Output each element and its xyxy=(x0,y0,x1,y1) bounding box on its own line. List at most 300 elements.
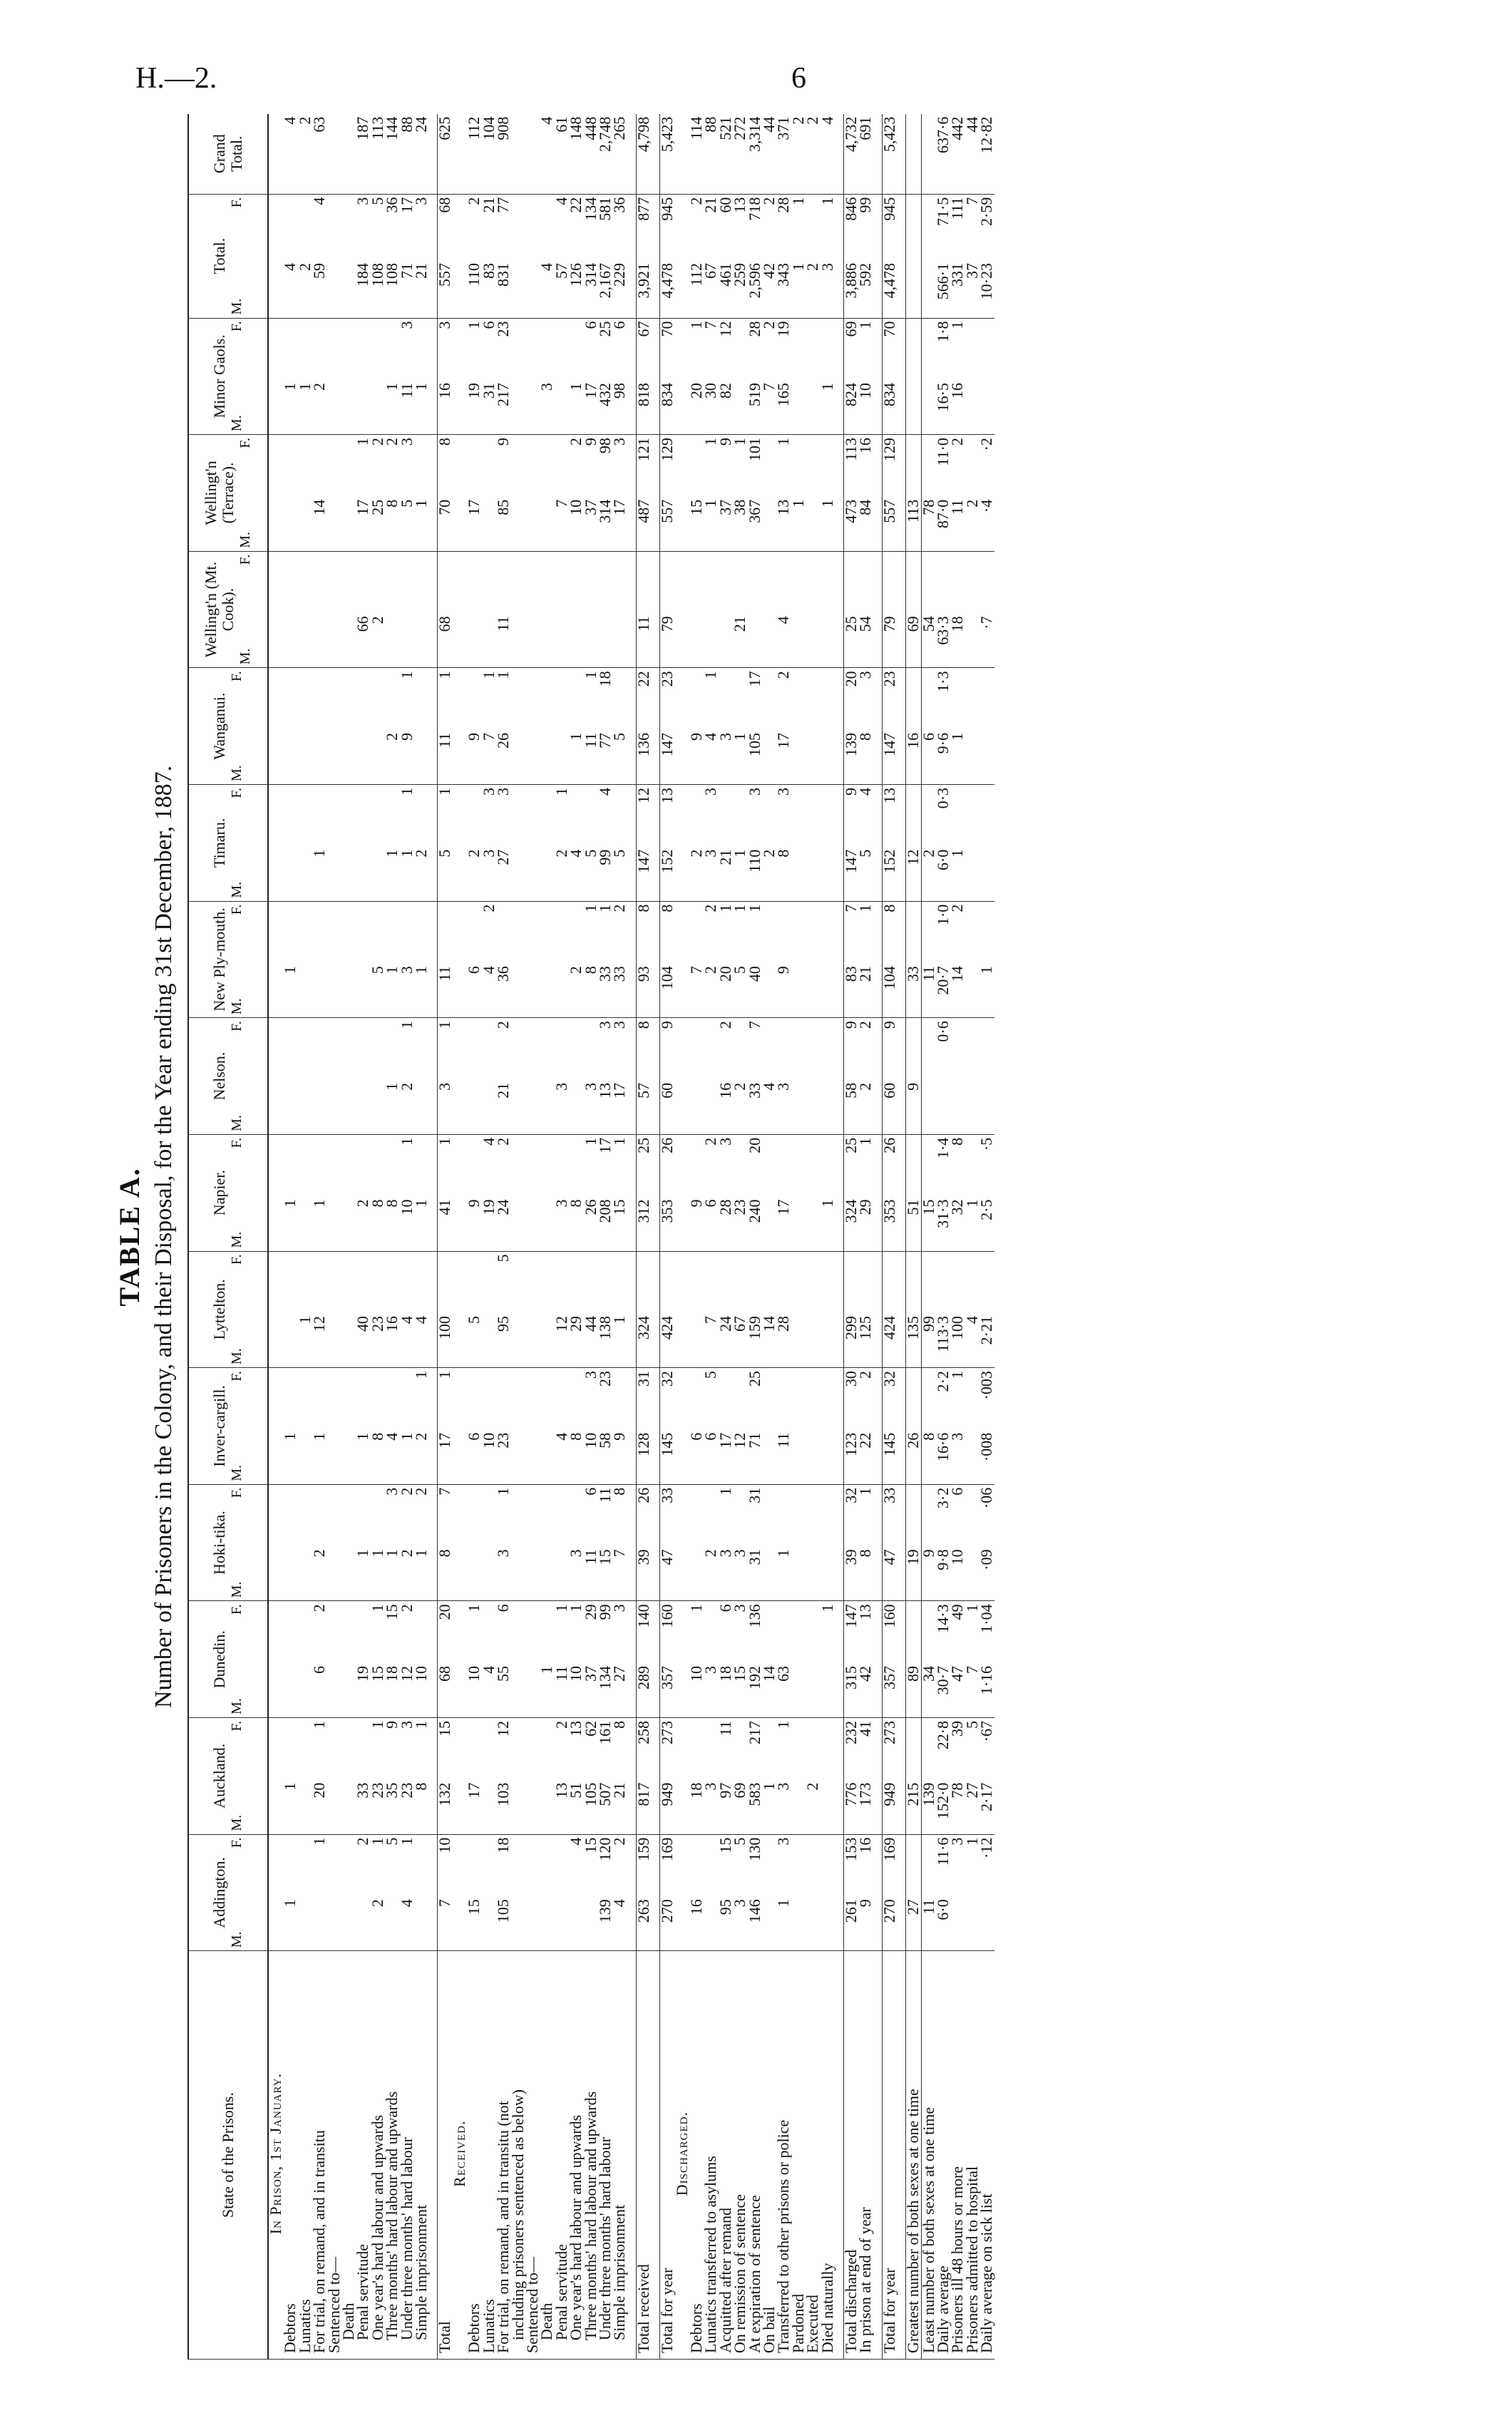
data-cell xyxy=(788,194,807,318)
female-value: 3 xyxy=(397,1721,416,1729)
data-cell xyxy=(745,1251,763,1368)
data-cell xyxy=(716,1251,734,1368)
data-cell xyxy=(412,1368,431,1485)
male-value: 10 xyxy=(567,1666,585,1682)
male-value: 776 xyxy=(842,1782,860,1806)
grand-total-cell: 637·6 xyxy=(936,114,950,195)
female-value: 60 xyxy=(716,197,734,213)
data-cell xyxy=(906,318,921,435)
grand-total-cell: 88 xyxy=(704,114,718,195)
row-label: Debtors xyxy=(467,1951,481,2360)
data-cell xyxy=(906,1134,921,1251)
grand-total-cell: 113 xyxy=(371,114,385,195)
data-cell xyxy=(689,1484,704,1601)
male-value: 32 xyxy=(948,1199,967,1215)
male-value: 8 xyxy=(436,1549,454,1558)
female-value: 2 xyxy=(610,904,629,912)
female-value: 2 xyxy=(310,1604,329,1612)
male-value: 1 xyxy=(731,733,749,741)
data-cell xyxy=(791,785,806,902)
male-value: 3 xyxy=(494,1549,513,1558)
data-cell xyxy=(438,785,453,902)
male-value: 35 xyxy=(383,1782,401,1799)
data-cell xyxy=(686,1134,705,1251)
female-value: 6 xyxy=(948,1487,967,1496)
male-value: 1 xyxy=(567,733,585,741)
table-row xyxy=(660,114,675,2360)
male-value xyxy=(965,1899,979,1948)
male-value: 2 xyxy=(567,966,585,974)
data-cell xyxy=(268,1134,283,1251)
data-cell xyxy=(397,318,416,435)
data-cell xyxy=(412,435,431,552)
data-cell xyxy=(745,668,763,785)
male-value: 18 xyxy=(948,616,967,632)
female-value: 1·3 xyxy=(934,671,952,692)
male-value: 4,478 xyxy=(658,263,677,299)
data-cell xyxy=(283,1134,297,1251)
male-value: 16 xyxy=(436,383,454,399)
data-cell xyxy=(467,1484,481,1601)
data-cell xyxy=(540,668,554,785)
male-label: M. xyxy=(229,1814,245,1831)
female-value xyxy=(467,438,481,486)
sex-subheader xyxy=(228,1604,245,1714)
female-value: 121 xyxy=(634,438,652,462)
male-value: 1 xyxy=(281,383,299,391)
data-cell xyxy=(595,901,614,1018)
table-row xyxy=(882,114,897,2360)
male-value: 23 xyxy=(397,1782,416,1799)
female-value: 41 xyxy=(856,1721,875,1737)
data-cell xyxy=(612,1018,627,1135)
data-cell xyxy=(298,1368,312,1485)
grand-total-cell: 24 xyxy=(414,114,428,195)
data-cell xyxy=(581,901,600,1018)
data-cell xyxy=(675,1018,689,1135)
male-value: 19 xyxy=(465,383,483,399)
data-cell xyxy=(595,668,614,785)
row-label: Death xyxy=(540,1951,554,2360)
female-value: 2 xyxy=(701,1137,720,1146)
male-value: 4 xyxy=(610,1899,629,1908)
female-value xyxy=(719,1371,733,1419)
row-label: For trial, on remand, and in transitu (not xyxy=(496,1951,510,2360)
data-cell xyxy=(936,435,950,552)
female-value xyxy=(569,788,583,836)
male-value: 6 xyxy=(310,1666,329,1674)
data-cell xyxy=(821,785,835,902)
male-value: 17 xyxy=(774,1199,793,1215)
data-cell xyxy=(762,435,776,552)
column-header xyxy=(188,901,268,1018)
data-cell xyxy=(268,1484,283,1601)
male-value: 9 xyxy=(610,1432,629,1441)
male-value: 3 xyxy=(818,263,836,271)
data-cell xyxy=(858,1484,873,1601)
data-cell xyxy=(283,1601,297,1718)
male-value: 38 xyxy=(731,499,749,515)
data-cell xyxy=(368,1834,386,1951)
data-cell xyxy=(569,1018,583,1135)
male-value: 63 xyxy=(774,1666,793,1682)
female-value: 20 xyxy=(842,671,860,687)
female-label: F. xyxy=(229,1604,245,1615)
data-cell xyxy=(494,668,513,785)
female-value xyxy=(371,905,385,953)
male-value: 4 xyxy=(397,1316,416,1324)
male-value: 69 xyxy=(731,1782,749,1799)
spacer-cell xyxy=(651,1018,660,1135)
male-value: 67 xyxy=(731,1316,749,1332)
spacer-cell xyxy=(897,1834,906,1951)
male-value: 22 xyxy=(856,1432,875,1449)
data-cell xyxy=(762,1834,776,1951)
male-value: 8 xyxy=(856,733,875,741)
data-cell xyxy=(525,1018,540,1135)
male-value: 79 xyxy=(658,616,677,632)
male-value: 112 xyxy=(686,263,705,287)
data-cell xyxy=(979,1251,994,1368)
female-value: 3 xyxy=(397,438,416,446)
grand-total-cell: 521 xyxy=(719,114,733,195)
data-cell xyxy=(341,1251,356,1368)
female-value xyxy=(719,1255,733,1303)
data-cell xyxy=(569,318,583,435)
male-value: 315 xyxy=(842,1666,860,1689)
male-value: 98 xyxy=(610,383,629,399)
data-cell xyxy=(882,668,897,785)
male-value: 507 xyxy=(595,1782,614,1806)
male-value: 3 xyxy=(774,1082,793,1091)
column-header-label: Wellingt'n (Terrace). xyxy=(202,461,237,525)
female-value: 4 xyxy=(479,1137,498,1146)
data-cell xyxy=(525,785,540,902)
data-cell xyxy=(341,785,356,902)
male-value: 1 xyxy=(281,1899,299,1908)
male-value: 817 xyxy=(634,1782,652,1806)
data-cell xyxy=(660,668,675,785)
female-value xyxy=(660,555,674,603)
grand-total-cell: 88 xyxy=(400,114,414,195)
female-value: 1 xyxy=(716,904,734,912)
male-value: 146 xyxy=(745,1899,763,1923)
data-cell xyxy=(716,1484,734,1601)
row-label: Under three months' hard labour xyxy=(598,1951,612,2360)
data-cell xyxy=(268,1834,283,1951)
female-value: 9 xyxy=(581,438,600,446)
male-value: 6 xyxy=(919,733,937,741)
data-cell xyxy=(312,551,326,668)
male-value: 12 xyxy=(552,1316,570,1332)
male-value: 134 xyxy=(595,1666,614,1689)
data-cell xyxy=(689,1251,704,1368)
data-cell xyxy=(298,785,312,902)
data-cell xyxy=(716,1834,734,1951)
female-value xyxy=(414,905,428,953)
male-value: 19 xyxy=(354,1666,372,1682)
spacer-cell xyxy=(835,901,844,1018)
data-cell xyxy=(581,785,600,902)
male-value: 11 xyxy=(634,616,652,632)
data-cell xyxy=(283,1368,297,1485)
table-row xyxy=(371,114,385,2360)
data-cell xyxy=(298,1718,312,1835)
grand-total-cell: 144 xyxy=(385,114,399,195)
female-value xyxy=(906,788,920,836)
data-cell xyxy=(540,1718,554,1835)
female-value xyxy=(844,1255,858,1303)
female-value: 3 xyxy=(595,1021,614,1029)
sex-subheader xyxy=(228,1255,245,1365)
spacer-cell xyxy=(897,1368,906,1485)
data-cell xyxy=(540,194,554,318)
male-value: 17 xyxy=(436,1432,454,1449)
female-value: 1 xyxy=(745,904,763,912)
data-cell xyxy=(327,1134,341,1251)
data-cell xyxy=(310,1368,329,1485)
female-value: 1 xyxy=(856,904,875,912)
female-value: 1 xyxy=(494,1487,513,1496)
data-cell xyxy=(821,1251,835,1368)
data-cell xyxy=(950,1018,965,1135)
female-value xyxy=(414,1255,428,1303)
female-value: 232 xyxy=(842,1721,860,1745)
female-value: 2 xyxy=(686,197,705,205)
table-row xyxy=(748,114,762,2360)
spacer-cell xyxy=(428,668,438,785)
row-label: Three months' hard labour and upwards xyxy=(385,1951,399,2360)
female-value: 26 xyxy=(658,1137,677,1153)
male-value: 21 xyxy=(610,1782,629,1799)
female-value xyxy=(298,321,312,370)
data-cell xyxy=(511,1368,525,1485)
data-cell xyxy=(494,1484,513,1601)
data-cell xyxy=(438,1018,453,1135)
row-label: Simple imprisonment xyxy=(612,1951,627,2360)
data-cell xyxy=(438,668,453,785)
data-cell xyxy=(612,318,627,435)
data-cell xyxy=(595,435,614,552)
data-cell xyxy=(675,901,689,1018)
female-value xyxy=(821,438,835,486)
table-row xyxy=(598,114,612,2360)
male-label: M. xyxy=(229,1581,245,1598)
female-value: 1 xyxy=(774,1721,793,1729)
data-cell xyxy=(356,1718,370,1835)
data-cell xyxy=(298,668,312,785)
grand-total-cell: 114 xyxy=(689,114,704,195)
male-value: 1 xyxy=(788,263,807,271)
male-value: 41 xyxy=(436,1199,454,1215)
data-cell xyxy=(745,1601,763,1718)
data-cell xyxy=(791,1601,806,1718)
data-cell xyxy=(791,668,806,785)
female-value: 4 xyxy=(567,1837,585,1846)
data-cell xyxy=(950,1134,965,1251)
data-cell xyxy=(906,1601,921,1718)
male-value: 289 xyxy=(634,1666,652,1689)
female-value: 3 xyxy=(412,197,431,205)
male-value: 1 xyxy=(354,1432,372,1441)
data-cell xyxy=(745,435,763,552)
male-value: 4 xyxy=(538,263,556,271)
data-cell xyxy=(776,901,791,1018)
data-cell xyxy=(438,1718,453,1835)
female-value: 28 xyxy=(745,321,763,337)
female-value: 581 xyxy=(595,197,614,221)
female-value xyxy=(283,1138,297,1186)
column-header xyxy=(188,194,268,318)
male-value: 105 xyxy=(745,733,763,756)
male-value: 165 xyxy=(774,383,793,407)
data-cell xyxy=(979,1484,994,1601)
data-cell xyxy=(660,318,675,435)
male-value: 14 xyxy=(760,1666,778,1682)
male-value: 8 xyxy=(383,499,401,508)
row-label: Died naturally xyxy=(821,1951,835,2360)
male-value: 2 xyxy=(701,1549,720,1558)
male-value: 147 xyxy=(634,849,652,873)
row-label: Penal servitude xyxy=(356,1951,370,2360)
male-value: 1 xyxy=(760,1782,778,1791)
female-value: 1 xyxy=(731,438,749,446)
female-value xyxy=(385,1371,399,1419)
data-cell xyxy=(414,668,428,785)
spacer-cell xyxy=(428,785,438,902)
male-value: 2,596 xyxy=(745,263,763,299)
row-label: For trial, on remand, and in transitu xyxy=(312,1951,326,2360)
data-cell xyxy=(341,1018,356,1135)
data-cell xyxy=(962,435,981,552)
data-cell xyxy=(701,785,720,902)
data-cell xyxy=(341,435,356,552)
data-cell xyxy=(689,551,704,668)
table-row xyxy=(821,114,835,2360)
data-cell xyxy=(776,1834,791,1951)
spacer-cell xyxy=(428,901,438,1018)
male-value: 57 xyxy=(552,263,570,279)
female-value: 9 xyxy=(494,438,513,446)
male-value: 12 xyxy=(397,1666,416,1682)
data-cell xyxy=(494,318,513,435)
data-cell xyxy=(675,551,689,668)
column-header xyxy=(188,668,268,785)
male-value: 147 xyxy=(842,849,860,873)
table-row xyxy=(400,114,414,2360)
row-label: Prisoners ill 48 hours or more xyxy=(950,1951,965,2360)
male-value: 84 xyxy=(856,499,875,515)
data-cell xyxy=(675,1368,689,1485)
data-cell xyxy=(612,668,627,785)
male-value: 3 xyxy=(716,733,734,741)
male-value: 3 xyxy=(479,849,498,858)
female-value: 877 xyxy=(634,197,652,221)
data-cell xyxy=(701,901,720,1018)
data-cell xyxy=(612,1484,627,1601)
female-value: 15 xyxy=(581,1837,600,1853)
female-value: 3 xyxy=(494,788,513,796)
grand-total-cell: 63 xyxy=(312,114,326,195)
data-cell xyxy=(936,1251,950,1368)
male-value: 4 xyxy=(412,1316,431,1324)
male-value: 58 xyxy=(842,1082,860,1099)
data-cell xyxy=(412,785,431,902)
data-cell xyxy=(540,1368,554,1485)
data-cell xyxy=(494,1718,513,1835)
male-value: 6·0 xyxy=(934,1899,952,1920)
male-value: 17 xyxy=(610,1082,629,1099)
female-value xyxy=(762,1604,776,1652)
data-cell xyxy=(511,1134,525,1251)
male-value: 3 xyxy=(948,1432,967,1441)
male-value: 33 xyxy=(745,1082,763,1099)
female-value: 7 xyxy=(962,197,981,205)
rotated-table-page xyxy=(107,114,1433,2360)
row-label: Transferred to other prisons or police xyxy=(776,1951,791,2360)
male-value: 949 xyxy=(880,1782,898,1806)
female-value xyxy=(371,1255,385,1303)
row-label: Lunatics transferred to asylums xyxy=(704,1951,718,2360)
male-value: 23 xyxy=(494,1432,513,1449)
data-cell xyxy=(385,1251,399,1368)
female-value: 1 xyxy=(436,671,454,679)
female-value: 3·2 xyxy=(934,1487,952,1509)
female-value: 32 xyxy=(658,1371,677,1387)
data-cell xyxy=(494,785,513,902)
data-cell xyxy=(745,1834,763,1951)
male-value: 20 xyxy=(310,1782,329,1799)
male-value: 949 xyxy=(658,1782,677,1806)
female-value: 8 xyxy=(658,904,677,912)
data-cell xyxy=(479,1134,498,1251)
female-value: 1 xyxy=(962,1837,981,1846)
male-value: 2 xyxy=(368,1899,386,1908)
male-value: 7 xyxy=(962,1666,981,1674)
male-value: 557 xyxy=(880,499,898,523)
data-cell xyxy=(716,901,734,1018)
male-value: 1 xyxy=(538,1666,556,1674)
data-cell xyxy=(906,194,921,318)
data-cell xyxy=(525,1484,540,1601)
data-cell xyxy=(540,1018,554,1135)
female-value xyxy=(965,1255,979,1303)
female-value: 3 xyxy=(701,788,720,796)
female-value: 1 xyxy=(701,438,720,446)
female-value xyxy=(612,788,627,836)
row-label: Executed xyxy=(806,1951,820,2360)
section-heading: Received. xyxy=(453,1951,467,2360)
male-value: 139 xyxy=(842,733,860,756)
male-value: 519 xyxy=(745,383,763,407)
male-value: 33 xyxy=(904,966,922,982)
data-cell xyxy=(882,1251,897,1368)
sex-subheader xyxy=(237,555,254,665)
male-value: 6 xyxy=(465,966,483,974)
male-value: 40 xyxy=(745,966,763,982)
male-value: 2 xyxy=(354,1199,372,1208)
data-cell xyxy=(950,194,965,318)
female-value: 1 xyxy=(788,197,807,205)
female-value xyxy=(467,1255,481,1303)
grand-total-cell xyxy=(906,114,921,195)
data-cell xyxy=(438,435,453,552)
grand-total-cell: 5,423 xyxy=(882,114,897,195)
male-value xyxy=(979,1899,994,1948)
female-label: F. xyxy=(229,788,245,798)
sex-subheader xyxy=(228,1721,245,1831)
data-cell xyxy=(438,901,453,1018)
